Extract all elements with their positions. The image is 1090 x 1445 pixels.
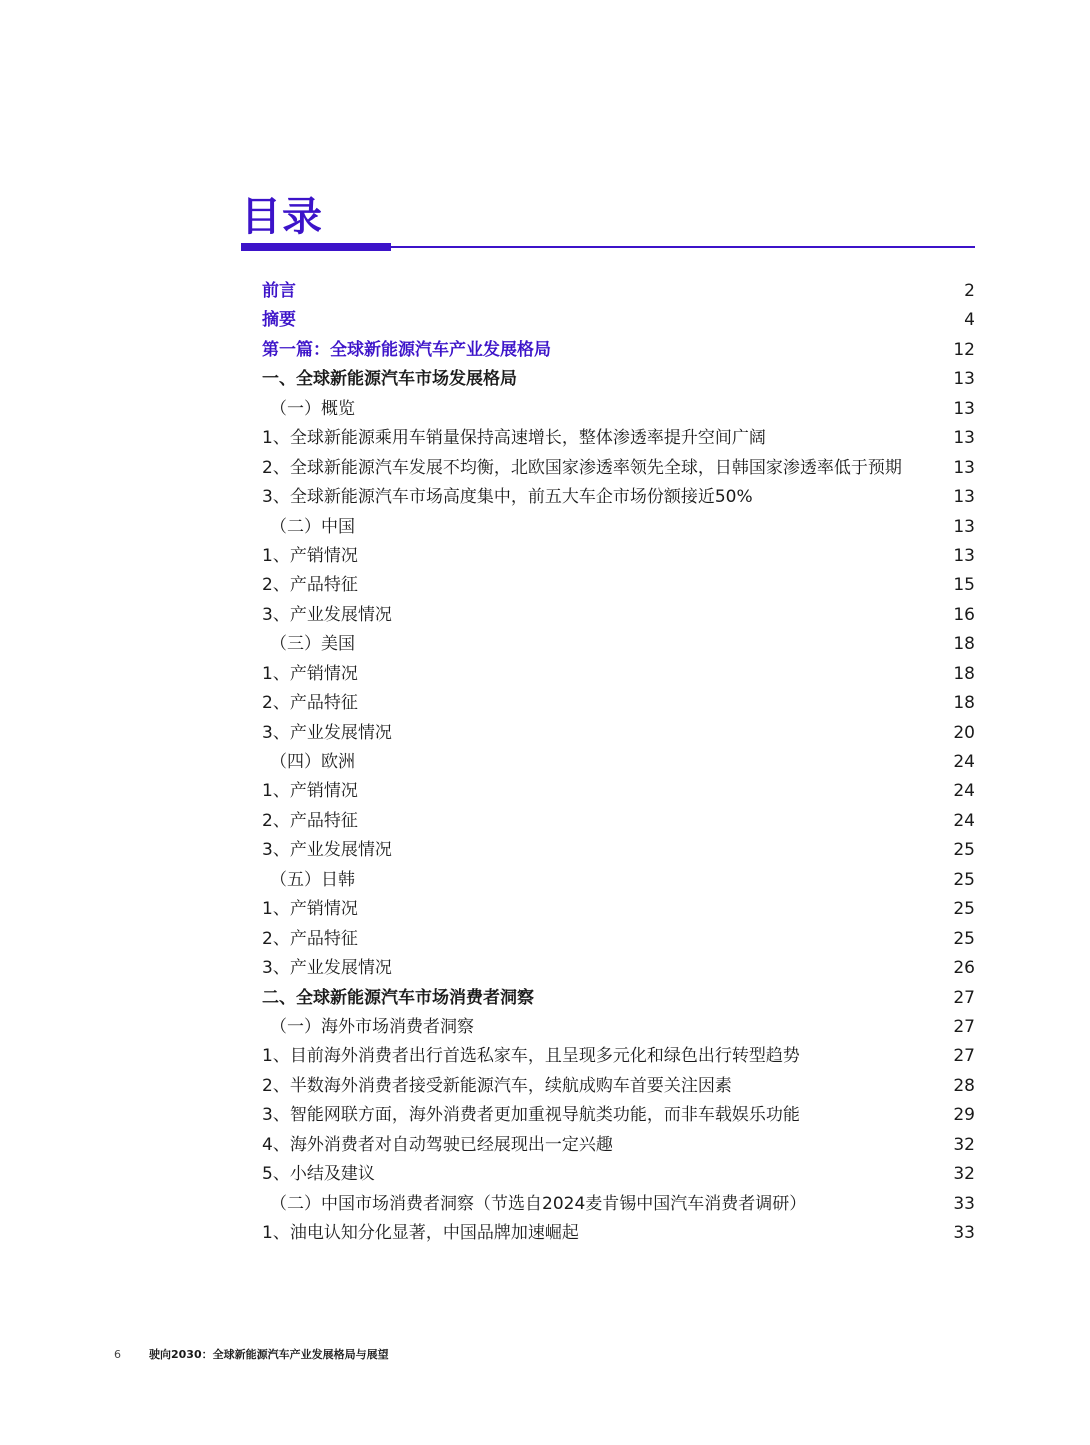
toc-entry-page-number: 26 — [953, 958, 975, 979]
toc-entry-label: 2、产品特征 — [262, 928, 358, 949]
page-title: 目录 — [241, 194, 323, 240]
toc-entry[interactable] — [262, 1219, 975, 1248]
toc-entry[interactable] — [262, 601, 975, 630]
toc-entry-label: 2、全球新能源汽车发展不均衡，北欧国家渗透率领先全球，日韩国家渗透率低于预期 — [262, 457, 902, 478]
toc-entry-label: （二）中国市场消费者洞察（节选自2024麦肯锡中国汽车消费者调研） — [270, 1193, 807, 1214]
toc-entry-label: 一、全球新能源汽车市场发展格局 — [262, 369, 517, 390]
toc-entry-label: 3、产业发展情况 — [262, 604, 392, 625]
toc-entry-page-number: 33 — [953, 1193, 975, 1214]
toc-entry-page-number: 32 — [953, 1164, 975, 1185]
toc-entry-label: 2、产品特征 — [262, 575, 358, 596]
toc-entry-label: 1、油电认知分化显著，中国品牌加速崛起 — [262, 1223, 579, 1243]
toc-entry-page-number: 32 — [953, 1134, 975, 1155]
toc-entry-label: 3、产业发展情况 — [262, 722, 392, 743]
toc-entry[interactable] — [262, 1131, 975, 1160]
toc-entry[interactable] — [262, 1042, 975, 1071]
toc-entry[interactable] — [262, 1190, 975, 1219]
toc-entry-label: 摘要 — [262, 310, 296, 331]
toc-entry-page-number: 13 — [953, 369, 975, 390]
toc-entry[interactable] — [262, 925, 975, 954]
toc-entry-label: 二、全球新能源汽车市场消费者洞察 — [262, 987, 534, 1008]
toc-entry[interactable] — [262, 895, 975, 924]
toc-entry-label: 1、产销情况 — [262, 545, 358, 566]
toc-entry[interactable] — [262, 365, 975, 394]
toc-entry-page-number: 29 — [953, 1105, 975, 1126]
toc-entry-label: 1、目前海外消费者出行首选私家车，且呈现多元化和绿色出行转型趋势 — [262, 1046, 800, 1067]
title-rule-accent — [241, 243, 391, 251]
toc-entry[interactable] — [262, 866, 975, 895]
toc-entry-label: 4、海外消费者对自动驾驶已经展现出一定兴趣 — [262, 1134, 613, 1155]
toc-entry[interactable] — [262, 1013, 975, 1042]
toc-entry-label: 1、产销情况 — [262, 899, 358, 920]
toc-entry-label: 1、全球新能源乘用车销量保持高速增长，整体渗透率提升空间广阔 — [262, 428, 766, 449]
toc-entry-page-number: 13 — [953, 457, 975, 478]
toc-entry[interactable] — [262, 424, 975, 453]
toc-entry-label: 2、产品特征 — [262, 810, 358, 831]
toc-entry-label: 3、产业发展情况 — [262, 840, 392, 861]
toc-entry-label: 5、小结及建议 — [262, 1164, 375, 1185]
toc-entry[interactable] — [262, 1101, 975, 1130]
toc-entry[interactable] — [262, 336, 975, 365]
toc-entry-page-number: 4 — [964, 310, 975, 331]
toc-entry-label: 3、智能网联方面，海外消费者更加重视导航类功能，而非车载娱乐功能 — [262, 1105, 800, 1126]
toc-entry[interactable] — [262, 954, 975, 983]
toc-entry-page-number: 16 — [953, 604, 975, 625]
toc-entry[interactable] — [262, 984, 975, 1013]
toc-entry[interactable] — [262, 719, 975, 748]
toc-entry-label: 1、产销情况 — [262, 781, 358, 802]
toc-entry-page-number: 12 — [953, 339, 975, 360]
footer-page-number: 6 — [114, 1348, 121, 1361]
toc-entry-page-number: 13 — [953, 516, 975, 537]
toc-entry[interactable] — [262, 807, 975, 836]
toc-entry[interactable] — [262, 689, 975, 718]
toc-entry-page-number: 13 — [953, 428, 975, 449]
toc-entry-page-number: 13 — [953, 487, 975, 508]
toc-entry-page-number: 18 — [953, 693, 975, 714]
toc-entry-page-number: 24 — [953, 810, 975, 831]
toc-entry-label: （一）海外市场消费者洞察 — [270, 1016, 474, 1037]
toc-entry-page-number: 27 — [953, 987, 975, 1008]
toc-entry-page-number: 18 — [953, 634, 975, 655]
toc-entry[interactable] — [262, 1160, 975, 1189]
toc-entry[interactable] — [262, 306, 975, 335]
toc-entry-label: （五）日韩 — [270, 869, 355, 890]
toc-entry-page-number: 20 — [953, 722, 975, 743]
toc-entry-page-number: 33 — [953, 1223, 975, 1243]
toc-entry[interactable] — [262, 542, 975, 571]
toc-entry-label: 3、全球新能源汽车市场高度集中，前五大车企市场份额接近50% — [262, 487, 753, 508]
toc-entry-page-number: 27 — [953, 1046, 975, 1067]
toc-entry-label: （二）中国 — [270, 516, 355, 537]
toc-entry-label: 3、产业发展情况 — [262, 958, 392, 979]
table-of-contents — [262, 277, 975, 1248]
toc-entry-page-number: 24 — [953, 752, 975, 772]
toc-entry[interactable] — [262, 395, 975, 424]
toc-entry[interactable] — [262, 836, 975, 865]
toc-entry[interactable] — [262, 748, 975, 777]
toc-entry-page-number: 15 — [953, 575, 975, 596]
toc-entry-label: （一）概览 — [270, 398, 355, 419]
toc-entry[interactable] — [262, 1072, 975, 1101]
toc-entry-label: 第一篇：全球新能源汽车产业发展格局 — [262, 339, 551, 360]
toc-entry-page-number: 28 — [953, 1075, 975, 1096]
toc-entry-page-number: 25 — [953, 928, 975, 949]
toc-entry-page-number: 27 — [953, 1016, 975, 1037]
toc-entry-page-number: 13 — [953, 545, 975, 566]
toc-entry-label: 2、产品特征 — [262, 693, 358, 714]
toc-entry-label: （三）美国 — [270, 634, 355, 655]
toc-entry[interactable] — [262, 277, 975, 306]
toc-entry-page-number: 2 — [964, 281, 975, 301]
toc-entry-page-number: 25 — [953, 869, 975, 890]
toc-entry-label: （四）欧洲 — [270, 752, 355, 772]
toc-entry-label: 前言 — [262, 281, 296, 301]
page-footer — [114, 1346, 389, 1362]
toc-entry-label: 2、半数海外消费者接受新能源汽车，续航成购车首要关注因素 — [262, 1075, 732, 1096]
toc-entry[interactable] — [262, 454, 975, 483]
toc-entry[interactable] — [262, 483, 975, 512]
toc-entry-page-number: 13 — [953, 398, 975, 419]
toc-entry-page-number: 18 — [953, 663, 975, 684]
toc-entry[interactable] — [262, 660, 975, 689]
footer-document-title: 驶向2030：全球新能源汽车产业发展格局与展望 — [149, 1348, 389, 1361]
toc-entry-page-number: 25 — [953, 840, 975, 861]
toc-entry-page-number: 24 — [953, 781, 975, 802]
toc-entry[interactable] — [262, 571, 975, 600]
toc-entry[interactable] — [262, 513, 975, 542]
toc-entry-page-number: 25 — [953, 899, 975, 920]
toc-entry[interactable] — [262, 777, 975, 806]
toc-entry-label: 1、产销情况 — [262, 663, 358, 684]
toc-entry[interactable] — [262, 630, 975, 659]
